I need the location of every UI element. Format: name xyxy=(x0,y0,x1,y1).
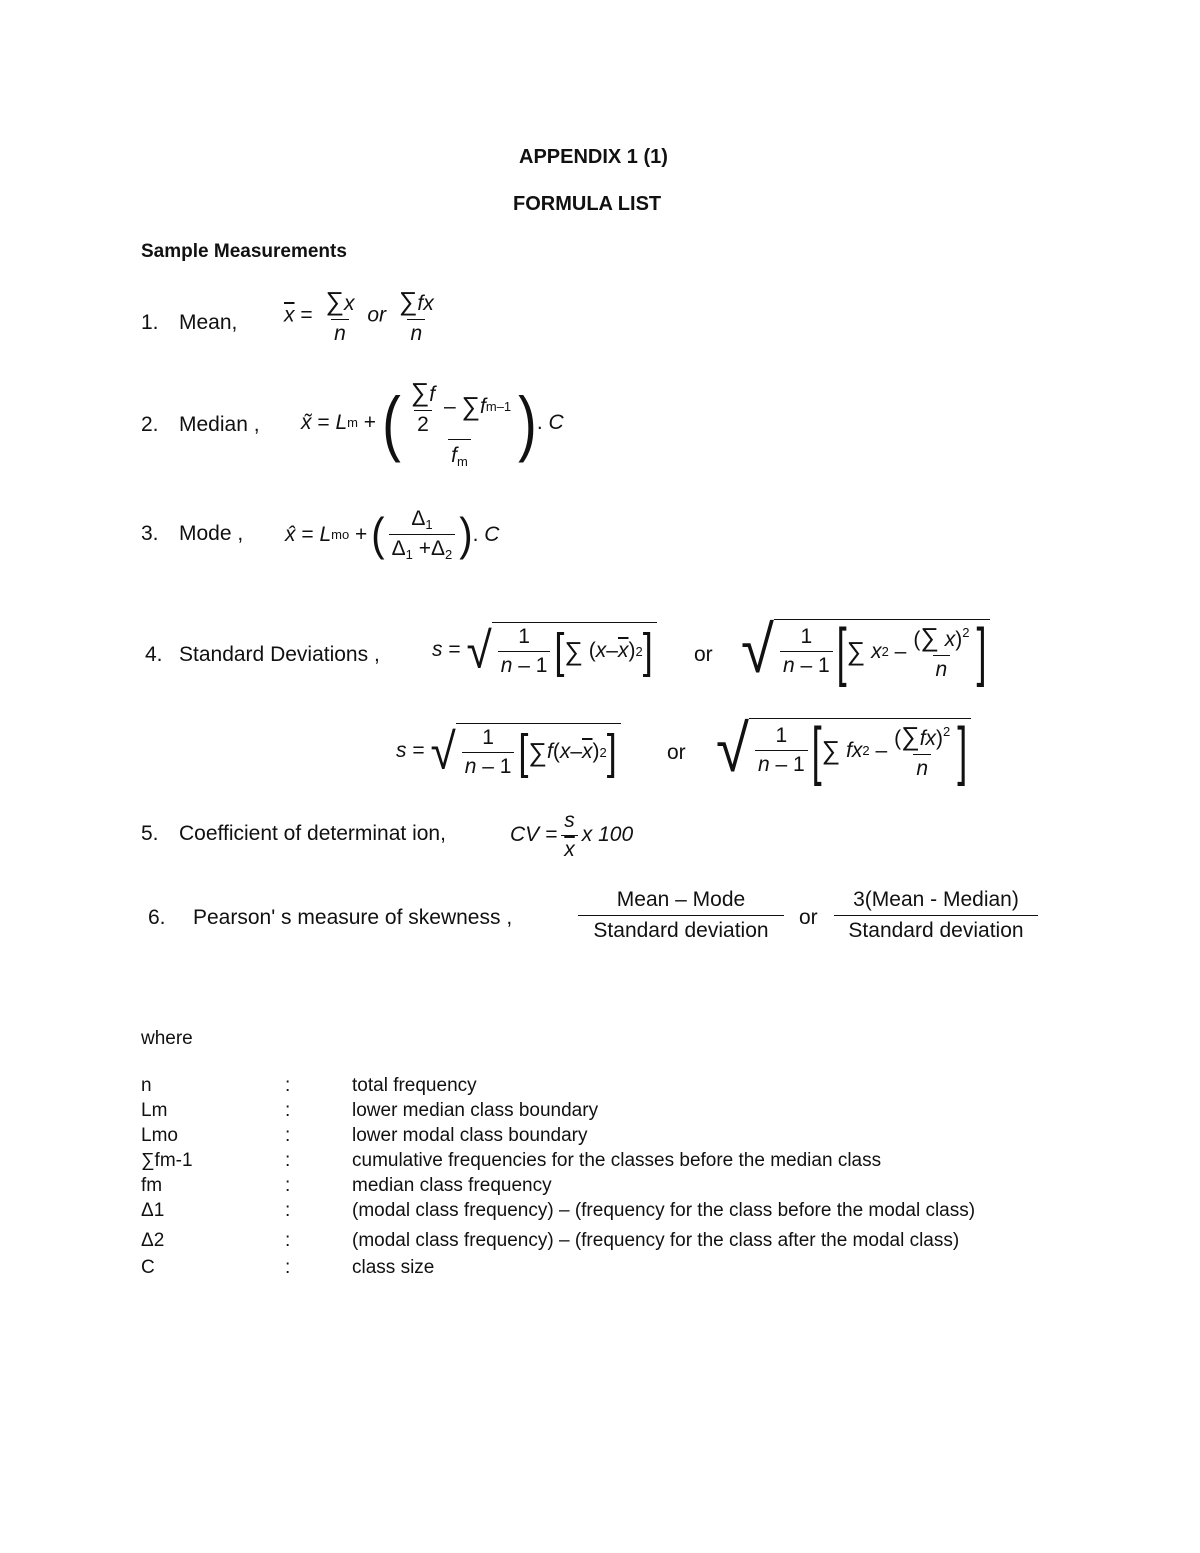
definition-text: (modal class frequency) – (frequency for the class before the modal class) xyxy=(352,1200,976,1221)
definition-row xyxy=(141,1175,1141,1200)
definition-colon: : xyxy=(285,1230,291,1251)
definition-text: class size xyxy=(352,1257,435,1278)
skew-fraction-1 xyxy=(578,888,784,943)
section-heading: Sample Measurements xyxy=(141,241,347,262)
definition-row xyxy=(141,1075,1141,1100)
definition-symbol: C xyxy=(141,1257,155,1278)
definition-symbol: Lm xyxy=(141,1100,168,1121)
definition-text: median class frequency xyxy=(352,1175,552,1196)
skew-num-1: Mean – Mode xyxy=(616,888,746,911)
definition-symbol: ∑fm-1 xyxy=(141,1150,193,1171)
definition-colon: : xyxy=(285,1100,291,1121)
definition-text: total frequency xyxy=(352,1075,477,1096)
cv-label: Coefficient of determinat ion, xyxy=(179,822,446,845)
cv-times: x 100 xyxy=(581,823,634,846)
definition-row xyxy=(141,1257,1141,1282)
appendix-heading: APPENDIX 1 (1) xyxy=(519,146,668,168)
skew-den-1: Standard deviation xyxy=(578,915,784,943)
definition-symbol: Lmo xyxy=(141,1125,178,1146)
median-formula: x̃ = L m + ( $\frac{\sum f}{2}$ – ∑ f m–1 $f_m$ ) . C xyxy=(301,376,564,469)
mode-formula: x̂ = L mo + ( $\frac{\Delta_1}{\Delta_1 +\Delta_2}$ ) . C xyxy=(285,507,500,562)
definition-colon: : xyxy=(285,1150,291,1171)
mean-number: 1. xyxy=(141,311,159,334)
page-title: FORMULA LIST xyxy=(513,193,662,215)
skew-label: Pearson' s measure of skewness , xyxy=(193,906,513,929)
where-heading: where xyxy=(141,1028,193,1049)
median-label: Median , xyxy=(179,413,260,436)
definition-symbol: Δ1 xyxy=(141,1200,165,1221)
definition-text: lower median class boundary xyxy=(352,1100,599,1121)
mode-label: Mode , xyxy=(179,522,244,545)
definition-text: (modal class frequency) – (frequency for the class after the modal class) xyxy=(352,1230,960,1251)
sd-formula-2: √ $\frac{1}{n - 1}$ [ ∑ x 2 – $\frac{(\sum x)^2}{n}$ ] xyxy=(741,604,990,696)
definition-row xyxy=(141,1125,1141,1150)
cv-lhs: CV = xyxy=(510,823,558,846)
definition-text: cumulative frequencies for the classes before the median class xyxy=(352,1150,882,1171)
definition-colon: : xyxy=(285,1175,291,1196)
mode-number: 3. xyxy=(141,522,159,545)
definition-colon: : xyxy=(285,1125,291,1146)
sd-formula-1: s = √ $\frac{1}{n - 1}$ [ ∑ ( x – $\overline{x}$ ) 2 ] xyxy=(432,612,657,687)
median-number: 2. xyxy=(141,413,159,436)
skew-or: or xyxy=(799,906,818,929)
sd-or-2: or xyxy=(667,741,686,764)
sd-formula-4: √ $\frac{1}{n - 1}$ [ ∑ fx 2 – $\frac{(\sum fx)^2}{n}$ ] xyxy=(716,703,971,795)
cv-formula: CV = $\frac{s}{x}$ x 100 xyxy=(510,808,634,861)
sd-number: 4. xyxy=(145,643,163,666)
sd-or-1: or xyxy=(694,643,713,666)
mean-label: Mean, xyxy=(179,311,238,334)
definition-symbol: n xyxy=(141,1075,152,1096)
definition-row xyxy=(141,1100,1141,1125)
definition-text: lower modal class boundary xyxy=(352,1125,588,1146)
definitions-list xyxy=(141,1075,1141,1285)
sd-label: Standard Deviations , xyxy=(179,643,380,666)
definition-colon: : xyxy=(285,1200,291,1221)
skew-den-2: Standard deviation xyxy=(834,915,1038,943)
sd-formula-3: s = √ $\frac{1}{n - 1}$ [ ∑ f ( x – $\overline{x}$ ) 2 ] xyxy=(396,713,621,788)
definition-symbol: fm xyxy=(141,1175,163,1196)
cv-number: 5. xyxy=(141,822,159,845)
skew-fraction-2 xyxy=(834,888,1038,943)
definition-row xyxy=(141,1200,1141,1225)
definition-row xyxy=(141,1150,1141,1175)
definition-colon: : xyxy=(285,1075,291,1096)
mean-formula: $\overline{x}$ = $\frac{\sum x}{n}$ or $\frac{\sum fx}{n}$ xyxy=(284,286,434,345)
mean-or: or xyxy=(367,303,387,327)
definition-symbol: Δ2 xyxy=(141,1230,165,1251)
definition-row xyxy=(141,1230,1141,1255)
skew-number: 6. xyxy=(148,906,166,929)
definition-colon: : xyxy=(285,1257,291,1278)
skew-num-2: 3(Mean - Median) xyxy=(853,888,1019,911)
